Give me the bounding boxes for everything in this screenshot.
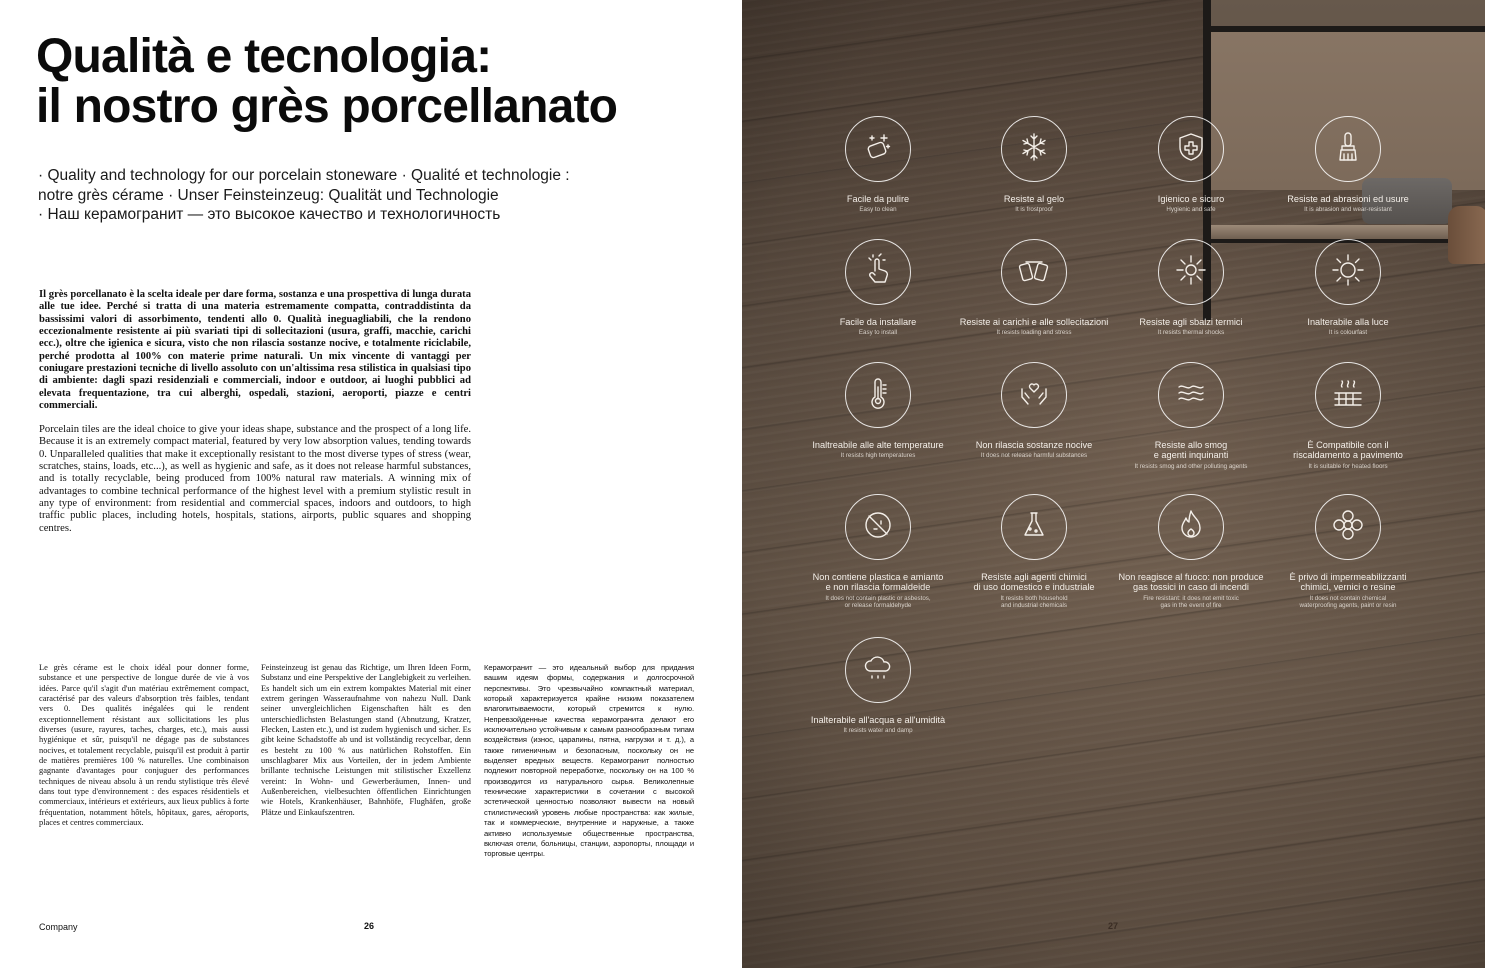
feature-item <box>1113 362 1269 470</box>
feature-subtitle: It is frostproof <box>1015 206 1053 214</box>
feature-item <box>800 637 956 735</box>
feature-icon-ring <box>1158 239 1224 305</box>
feature-title: Facile da pulire <box>846 194 910 204</box>
feature-title: Resiste agli sbalzi termici <box>1139 317 1243 327</box>
feature-title: Non reagisce al fuoco: non produce gas tossici in caso di incendi <box>1118 572 1264 593</box>
flame-icon <box>1173 507 1209 548</box>
body-text-german: Feinsteinzeug ist genau das Richtige, um Ihren Ideen Form, Substanz und eine Perspektive der Langlebigkeit zu verleihen. Es handelt sich um ein extrem kompaktes Material mit einer extrem geringen Wasseraufnahme von nahezu Null. Dank seiner unvergleichlichen Eigenschaften hält es den unterschiedlichsten Belastungen stand (Abnutzung, Kratzer, Flecken, Lasten etc.), und ist zudem hygienisch und sicher. Es gibt keine Schadstoffe ab und ist vollständig recycelbar, denn es besteht zu 100 % aus natürlichen Rohstoffen. Ein unschlagbarer Mix aus Vorteilen, der in jedem Ambiente brillante technische Leistungen mit stilistischer Exzellenz vereint: In Wohn- und Gewerberäumen, Innen- und Außenbereichen, vielbesuchten öffentlichen Einrichtungen wie Hotels, Krankenhäuser, Bahnhöfe, Flughäfen, große Plätze und Einkaufszentren. <box>261 663 471 817</box>
feature-item <box>1270 116 1426 214</box>
feature-title: Igienico e sicuro <box>1157 194 1225 204</box>
feature-subtitle: It resists water and damp <box>843 727 913 735</box>
feature-title: Non rilascia sostanze nocive <box>975 440 1093 450</box>
feature-icon-ring <box>1315 362 1381 428</box>
feature-title: Resiste ai carichi e alle sollecitazioni <box>959 317 1109 327</box>
feature-subtitle: It is colourfast <box>1328 329 1368 337</box>
ceramic-pot <box>1448 206 1485 264</box>
sun-icon <box>1330 252 1366 293</box>
footer-section-label: Company <box>39 922 78 932</box>
no-plastic-icon <box>860 507 896 548</box>
feature-item <box>800 116 956 214</box>
feature-item <box>956 494 1112 610</box>
feature-item <box>956 362 1112 460</box>
hand-click-icon <box>860 252 896 293</box>
feature-item <box>956 116 1112 214</box>
feature-icon-ring <box>1001 494 1067 560</box>
chemical-flask-icon <box>1016 507 1052 548</box>
feature-icon-ring <box>1315 239 1381 305</box>
feature-icon-ring <box>845 116 911 182</box>
heated-floor-icon <box>1330 375 1366 416</box>
feature-subtitle: It resists high temperatures <box>840 452 916 460</box>
page-number-left: 26 <box>364 921 375 931</box>
hands-heart-icon <box>1016 375 1052 416</box>
feature-icon-ring <box>845 362 911 428</box>
feature-title: Inalterabile alla luce <box>1307 317 1389 327</box>
sparkle-sponge-icon <box>860 129 896 170</box>
subtitle-line-3: · Наш керамогранит — это высокое качество и технологичность <box>38 206 501 223</box>
feature-title: Inaltreabile alle alte temperature <box>812 440 944 450</box>
feature-icon-ring <box>1315 494 1381 560</box>
cabinet-shadow <box>1203 0 1485 26</box>
flower-icon <box>1330 507 1366 548</box>
feature-item <box>1113 116 1269 214</box>
feature-item <box>800 494 956 610</box>
title-line-2: il nostro grès porcellanato <box>36 80 618 133</box>
feature-title: È privo di impermeabilizzanti chimici, vernici o resine <box>1289 572 1407 593</box>
right-page-photo <box>742 0 1485 968</box>
thermometer-icon <box>860 375 896 416</box>
page-title <box>36 32 617 132</box>
feature-icon-ring <box>1315 116 1381 182</box>
vanity-shelf <box>1211 225 1485 239</box>
feature-icon-ring <box>1158 362 1224 428</box>
smog-icon <box>1173 375 1209 416</box>
feature-subtitle: It does not contain plastic or asbestos, or release formaldehyde <box>825 594 931 610</box>
feature-icon-ring <box>1158 494 1224 560</box>
sun-snow-icon <box>1173 252 1209 293</box>
feature-subtitle: It is suitable for heated floors <box>1308 462 1388 470</box>
feature-title: Resiste ad abrasioni ed usure <box>1287 194 1409 204</box>
feature-icon-ring <box>845 637 911 703</box>
feature-item <box>800 362 956 460</box>
feature-title: Resiste agli agenti chimici di uso domestico e industriale <box>973 572 1095 593</box>
feature-icon-ring <box>1001 362 1067 428</box>
body-text-italian: Il grès porcellanato è la scelta ideale per dare forma, sostanza e una prospettiva di lunga durata alle tue idee. Perché si tratta di una materia estremamente compatta, contraddistinta da bassissimi valori di assorbimento, tendenti allo 0. Qualità ineguagliabili, che la rendono eccezionalmente resistente ai più svariati tipi di sollecitazioni (usura, graffi, macchie, carichi ecc.), oltre che igienica e sicura, visto che non rilascia sostanze nocive, e totalmente riciclabile, perché prodotta al 100% con materie prime naturali. Un mix vincente di vantaggi per coniugare prestazioni tecniche di livello assoluto con un'altissima resa stilistica in qualsiasi tipo di ambiente: dagli spazi residenziali e commerciali, indoor e outdoor, ai luoghi pubblici ad elevata frequentazione, tra cui alberghi, ospedali, stazioni, aeroporti, piazze e centri commerciali. <box>39 289 471 412</box>
weights-icon <box>1016 252 1052 293</box>
brush-icon <box>1330 129 1366 170</box>
feature-subtitle: Easy to install <box>858 329 898 337</box>
subtitle-line-1: · Quality and technology for our porcelain stoneware · Qualité et technologie : <box>38 167 570 184</box>
feature-title: Resiste allo smog e agenti inquinanti <box>1153 440 1229 461</box>
feature-subtitle: It resists loading and stress <box>996 329 1072 337</box>
feature-title: Facile da installare <box>839 317 917 327</box>
feature-title: Non contiene plastica e amianto e non rilascia formaldeide <box>812 572 944 593</box>
feature-icon-ring <box>1158 116 1224 182</box>
feature-item <box>1113 239 1269 337</box>
feature-subtitle: It resists thermal shocks <box>1157 329 1225 337</box>
page-number-right: 27 <box>1108 921 1119 931</box>
feature-item <box>1113 494 1269 610</box>
feature-item <box>1270 494 1426 610</box>
feature-title: Resiste al gelo <box>1003 194 1065 204</box>
feature-item <box>956 239 1112 337</box>
body-text-french: Le grès cérame est le choix idéal pour donner forme, substance et une perspective de longue durée de vie à vos idées. Parce qu'il s'agit d'un matériau extrêmement compact, caractérisé par des valeurs d'absorption très faibles, tendant vers 0. Des qualités inégalées qui le rendent exceptionnellement résistant aux sollicitations les plus diverses (usure, rayures, taches, charges, etc.), mais aussi hygiénique et sûr, puisqu'il ne dégage pas de substances nocives, et totalement recyclable, puisqu'il est produit à partir de matières premières 100 % naturelles. Une combinaison gagnante d'avantages pour conjuguer des performances techniques de niveau absolu à un rendu stylistique très élevé dans tout type d'environnement : des espaces résidentiels et commerciaux, intérieurs et extérieurs, aux lieux publics à forte fréquentation, notamment hôtels, hôpitaux, gares, aéroports, places et centres commerciaux. <box>39 663 249 828</box>
feature-title: Inalterabile all'acqua e all'umidità <box>810 715 946 725</box>
subtitle-line-2: notre grès cérame · Unser Feinsteinzeug: Qualität und Technologie <box>38 186 499 204</box>
feature-icon-ring <box>1001 116 1067 182</box>
feature-item <box>1270 239 1426 337</box>
feature-item <box>1270 362 1426 470</box>
feature-icon-ring <box>845 494 911 560</box>
feature-icon-ring <box>845 239 911 305</box>
snowflake-icon <box>1016 129 1052 170</box>
vanity-frame-top <box>1203 26 1485 32</box>
body-text-russian: Керамогранит — это идеальный выбор для придания вашим идеям формы, содержания и долгосрочной перспективы. Это чрезвычайно компактный материал, который характеризуется крайне низким показателем влагопитываемости, который стремится к нулю. Непревзойденные качества керамогранита делают его исключительно устойчивым к самым разнообразным типам воздействия (износ, царапины, пятна, нагрузки и т. д.), а также гигиеничным и безопасным, поскольку он не выделяет вредных веществ. Керамогранит полностью подлежит повторной переработке, поскольку он на 100 % производится из натурального сырья. Великолепные технические характеристики в сочетании с высокой эстетической ценностью позволяют вывести на новый стилистический уровень любые пространства: как жилые, так и коммерческие, внутренние и наружные, а также активно используемые общественные пространства, включая отели, больницы, станции, аэропорты, площади и торговые центры. <box>484 663 694 859</box>
feature-subtitle: It is abrasion and wear-resistant <box>1304 206 1392 214</box>
feature-subtitle: Fire resistant: it does not emit toxic gas in the event of fire <box>1143 594 1239 610</box>
left-page <box>0 0 742 968</box>
feature-title: È Compatibile con il riscaldamento a pavimento <box>1293 440 1403 461</box>
feature-subtitle: It resists smog and other polluting agents <box>1134 462 1248 470</box>
shield-cross-icon <box>1173 129 1209 170</box>
feature-subtitle: Hygienic and safe <box>1166 206 1216 214</box>
rain-cloud-icon <box>860 650 896 691</box>
feature-subtitle: Easy to clean <box>859 206 897 214</box>
feature-subtitle: It does not release harmful substances <box>980 452 1088 460</box>
feature-subtitle: It does not contain chemical waterproofing agents, paint or resin <box>1299 594 1397 610</box>
feature-item <box>800 239 956 337</box>
body-text-english: Porcelain tiles are the ideal choice to give your ideas shape, substance and the prospect of a long life. Because it is an extremely compact material, featured by very low absorption values, tending towards 0. Unparalleled qualities that make it exceptionally resistant to the most diverse types of stress (wear, scratches, stains, loads, etc...), as well as hygienic and safe, as it does not release harmful substances, and is totally recyclable, being produced from 100% natural raw materials. A winning mix of advantages to combine technical performance of the highest level with a premium stylistic result in any type of environment: from residential and commercial spaces, indoors and outdoors, to high traffic public places, including hotels, hospitals, stations, airports, public squares and shopping centres. <box>39 424 471 534</box>
feature-icon-ring <box>1001 239 1067 305</box>
multilingual-subtitle <box>38 166 598 225</box>
title-line-1: Qualità e tecnologia: <box>36 30 492 83</box>
feature-subtitle: It resists both household and industrial chemicals <box>1000 594 1068 610</box>
